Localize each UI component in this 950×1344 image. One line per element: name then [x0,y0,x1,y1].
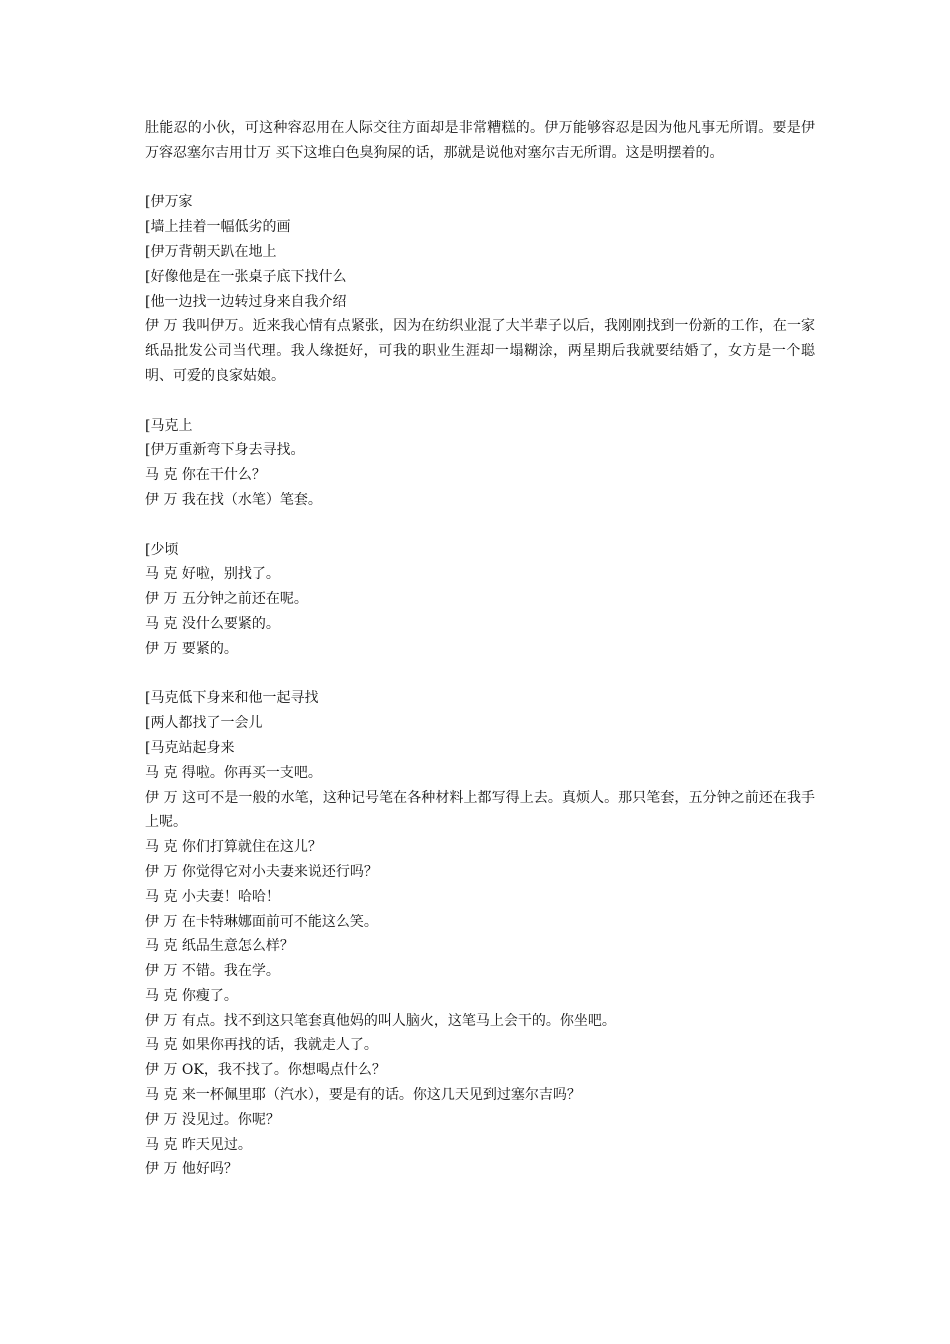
speaker-name: 伊 万 [145,591,182,608]
dialogue-text: 不错。我在学。 [181,963,280,980]
speaker-name: 马 克 [145,938,182,955]
dialogue-line [145,1108,815,1133]
speaker-name: 马 克 [145,839,182,856]
stage-directions-4 [145,686,815,760]
dialogue-text: 昨天见过。 [181,1136,252,1153]
dialogue-text: 纸品生意怎么样？ [181,938,294,955]
dialogue-line [145,1083,815,1108]
dialogue-text: 五分钟之前还在呢。 [181,591,308,608]
dialogue-text: 你们打算就住在这儿？ [181,839,322,856]
speaker-name: 马 克 [145,987,182,1004]
speaker-name: 伊 万 [145,640,182,657]
dialogue-text: 得啦。你再买一支吧。 [181,764,322,781]
speaker-name: 伊 万 [145,318,183,335]
dialogue-block-2 [145,562,815,661]
stage-direction: [马克上 [145,417,193,434]
dialogue-text: 他好吗？ [181,1161,238,1178]
dialogue-line [145,761,815,786]
dialogue-text: 来一杯佩里耶（汽水），要是有的话。你这几天见到过塞尔吉吗？ [181,1087,581,1104]
dialogue-text: 我在找（水笔）笔套。 [181,491,322,508]
speaker-name: 马 克 [145,566,182,583]
intro-paragraph: 肚能忍的小伙，可这种容忍用在人际交往方面却是非常糟糕的。伊万能够容忍是因为他凡事无所谓。要是伊万容忍塞尔吉用廿万 买下这堆白色臭狗屎的话，那就是说他对塞尔吉无所谓。这是明摆着的。 [145,120,815,161]
speaker-name: 伊 万 [145,1012,182,1029]
stage-directions-1 [145,190,815,314]
dialogue-text: 有点。找不到这只笔套真他妈的叫人脑火，这笔马上会干的。你坐吧。 [181,1012,616,1029]
speaker-name: 伊 万 [145,491,182,508]
dialogue-line [145,860,815,885]
dialogue-text: 好啦，别找了。 [181,566,280,583]
stage-direction: [墙上挂着一幅低劣的画 [145,219,291,236]
dialogue-text: 你觉得它对小夫妻来说还行吗？ [181,863,378,880]
dialogue-text: 没见过。你呢？ [181,1111,280,1128]
speaker-name: 伊 万 [145,913,182,930]
blank-line [145,662,815,687]
speaker-name: 马 克 [145,1136,182,1153]
dialogue-line [145,786,815,836]
script-page [145,116,815,1182]
dialogue-text: 要紧的。 [181,640,238,657]
speaker-name: 伊 万 [145,1062,182,1079]
dialogue-text: 这可不是一般的水笔，这种记号笔在各种材料上都写得上去。真烦人。那只笔套，五分钟之前还在我手上呢。 [145,789,816,831]
dialogue-line [145,1058,815,1083]
speaker-name: 伊 万 [145,1111,182,1128]
speaker-name: 伊 万 [145,1161,182,1178]
dialogue-line [145,488,815,513]
blank-line [145,389,815,414]
dialogue-line [145,835,815,860]
dialogue-line [145,1157,815,1182]
speaker-name: 马 克 [145,615,182,632]
stage-direction: [马克站起身来 [145,739,235,756]
stage-direction: [马克低下身来和他一起寻找 [145,690,319,707]
dialogue-line [145,885,815,910]
speaker-name: 伊 万 [145,789,183,806]
speaker-name: 马 克 [145,764,182,781]
dialogue-line [145,984,815,1009]
dialogue-text: 如果你再找的话，我就走人了。 [181,1037,378,1054]
stage-directions-3 [145,538,815,563]
dialogue-line [145,612,815,637]
dialogue-text: 你在干什么？ [181,467,266,484]
monologue-line [145,314,815,388]
stage-direction: [少顷 [145,541,179,558]
speaker-name: 伊 万 [145,963,182,980]
dialogue-block-1 [145,463,815,513]
stage-directions-2 [145,414,815,464]
speaker-name: 马 克 [145,888,182,905]
dialogue-text: OK，我不找了。你想喝点什么？ [181,1062,386,1079]
dialogue-line [145,637,815,662]
dialogue-line [145,1133,815,1158]
dialogue-text: 我叫伊万。近来我心情有点紧张，因为在纺织业混了大半辈子以后，我刚刚找到一份新的工作，在一家纸品批发公司当代理。我人缘挺好，可我的职业生涯却一塌糊涂，两星期后我就要结婚了，女方是一个聪明、可爱的良家姑娘。 [145,318,816,384]
stage-direction: [好像他是在一张桌子底下找什么 [145,268,347,285]
speaker-name: 伊 万 [145,863,182,880]
dialogue-line [145,463,815,488]
speaker-name: 马 克 [145,1037,182,1054]
dialogue-line [145,910,815,935]
dialogue-line [145,959,815,984]
stage-direction: [他一边找一边转过身来自我介绍 [145,293,347,310]
dialogue-line [145,562,815,587]
stage-direction: [伊万家 [145,194,193,211]
dialogue-text: 在卡特琳娜面前可不能这么笑。 [181,913,378,930]
dialogue-text: 没什么要紧的。 [181,615,280,632]
dialogue-text: 小夫妻！哈哈！ [181,888,280,905]
blank-line [145,166,815,191]
speaker-name: 马 克 [145,1087,182,1104]
speaker-name: 马 克 [145,467,182,484]
dialogue-line [145,587,815,612]
stage-direction: [伊万背朝天趴在地上 [145,243,277,260]
stage-direction: [伊万重新弯下身去寻找。 [145,442,305,459]
blank-line [145,513,815,538]
stage-direction: [两人都找了一会儿 [145,715,263,732]
dialogue-line [145,1033,815,1058]
dialogue-line [145,934,815,959]
dialogue-block-3 [145,761,815,1183]
dialogue-text: 你瘦了。 [181,987,238,1004]
dialogue-line [145,1009,815,1034]
